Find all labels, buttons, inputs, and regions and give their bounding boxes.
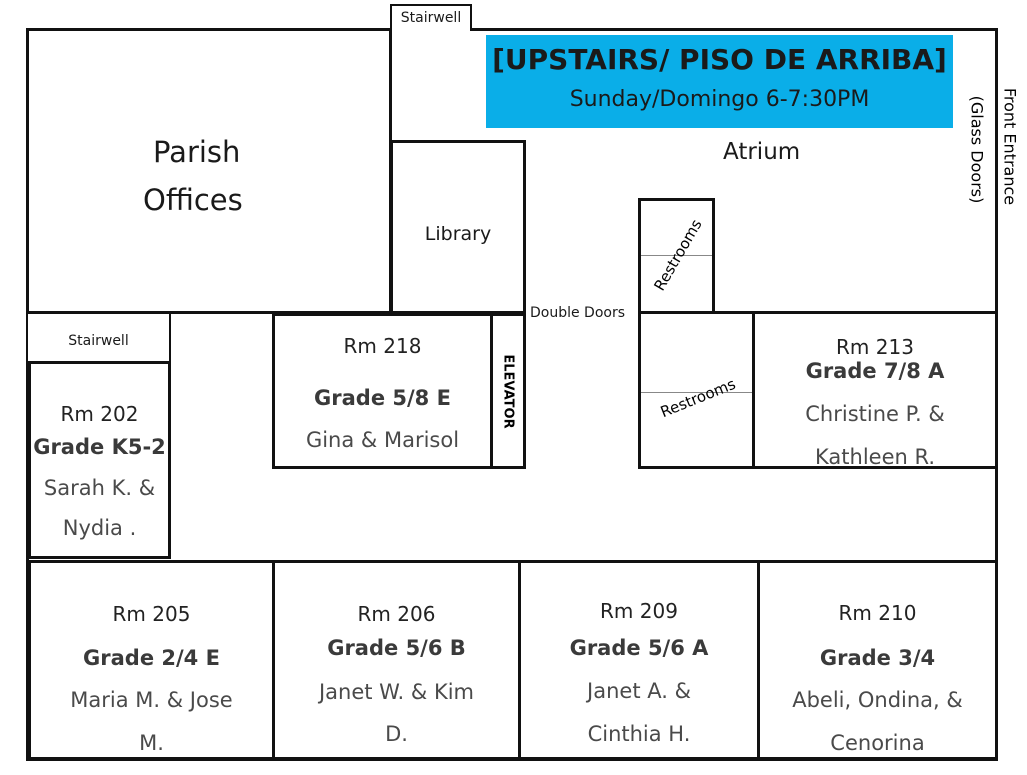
restrooms-lower-label: Restrooms (657, 374, 739, 422)
room-202-teachers-1: Sarah K. & (43, 476, 156, 500)
atrium-label: Atrium (723, 139, 801, 165)
room-205 (28, 560, 275, 760)
restrooms-upper (638, 198, 715, 314)
room-206-number: Rm 206 (357, 602, 436, 626)
parish-offices-label-2: Offices (143, 183, 243, 217)
stairwell-left-label: Stairwell (68, 333, 129, 349)
room-206-teachers-1: Janet W. & Kim (318, 680, 475, 704)
room-202-teachers-2: Nydia . (62, 516, 137, 540)
room-210 (757, 560, 998, 760)
room-206 (272, 560, 521, 760)
library (390, 140, 526, 314)
room-209-teachers-1: Janet A. & (587, 679, 691, 703)
room-210-teachers-1: Abeli, Ondina, & (792, 688, 963, 712)
glass-doors-label: (Glass Doors) (967, 95, 987, 204)
room-209 (518, 560, 760, 760)
room-210-teachers-2: Cenorina (830, 731, 925, 755)
stairwell-top (390, 4, 472, 31)
room-202-number: Rm 202 (60, 402, 139, 426)
room-218 (272, 313, 493, 469)
restrooms-upper-label: Restrooms (650, 216, 706, 294)
room-213-number: Rm 213 (836, 335, 914, 359)
floor-banner (486, 35, 953, 128)
room-213-grade: Grade 7/8 A (805, 359, 945, 383)
banner-schedule: Sunday/Domingo 6-7:30PM (569, 87, 870, 112)
room-202 (28, 361, 171, 559)
room-205-teachers-1: Maria M. & Jose (70, 688, 233, 712)
room-213 (752, 311, 998, 469)
room-205-number: Rm 205 (112, 602, 191, 626)
library-label: Library (424, 223, 492, 245)
room-213-teachers-1: Christine P. & (805, 402, 945, 426)
room-205-grade: Grade 2/4 E (83, 646, 220, 670)
parish-offices (26, 28, 392, 314)
room-213-teachers-2: Kathleen R. (815, 445, 935, 469)
room-209-grade: Grade 5/6 A (569, 636, 709, 660)
room-206-grade: Grade 5/6 B (327, 636, 466, 660)
room-205-teachers-2: M. (139, 731, 164, 755)
parish-offices-label-1: Parish (153, 135, 241, 169)
elevator (490, 313, 526, 469)
front-entrance-label: Front Entrance (1000, 87, 1020, 206)
stairwell-left (26, 312, 171, 363)
room-210-grade: Grade 3/4 (819, 646, 936, 670)
restrooms-lower (638, 311, 755, 469)
banner-title: [UPSTAIRS/ PISO DE ARRIBA] (492, 43, 947, 76)
room-209-number: Rm 209 (600, 599, 678, 623)
elevator-label: ELEVATOR (500, 354, 516, 429)
room-206-teachers-2: D. (385, 722, 408, 746)
room-218-teachers-1: Gina & Marisol (305, 428, 460, 452)
room-218-grade: Grade 5/8 E (314, 386, 451, 410)
double-doors-label: Double Doors (530, 305, 626, 321)
room-209-teachers-2: Cinthia H. (587, 722, 691, 746)
room-218-number: Rm 218 (343, 334, 422, 358)
room-210-number: Rm 210 (838, 601, 917, 625)
stairwell-top-label: Stairwell (400, 10, 462, 26)
room-202-grade: Grade K5-2 (33, 435, 166, 459)
